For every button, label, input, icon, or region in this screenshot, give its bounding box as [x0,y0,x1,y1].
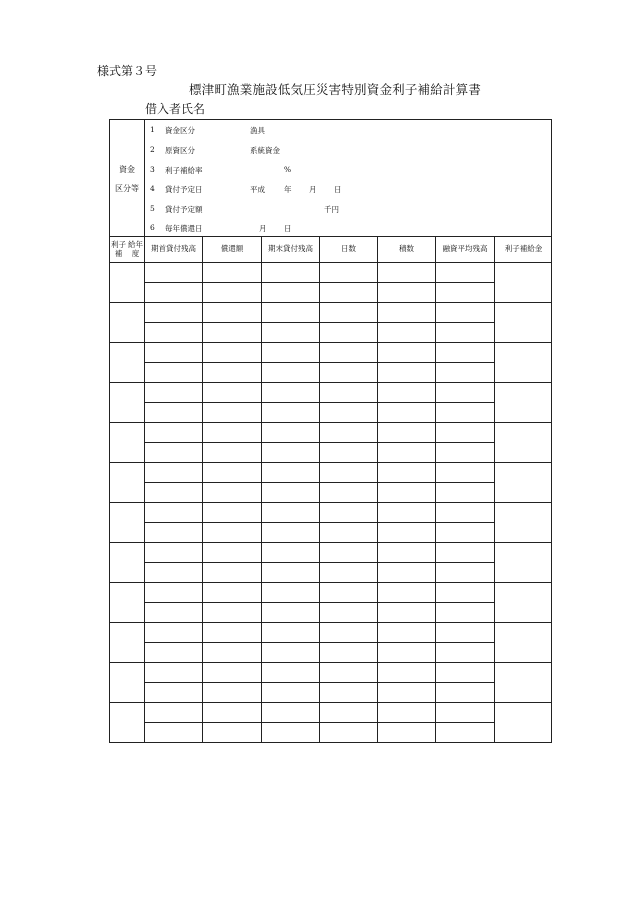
product-cell [378,343,436,363]
average-balance-cell [436,283,495,303]
year-cell [110,663,145,703]
fund-type-value: 漁具 [250,126,265,135]
average-balance-cell [436,483,495,503]
product-cell [378,383,436,403]
subsidy-cell [495,463,552,503]
repayment-cell [203,503,262,523]
year-cell [110,263,145,303]
average-balance-cell [436,463,495,483]
loan-date-month: 月 [309,185,317,194]
opening-balance-cell [145,663,203,683]
product-cell [378,583,436,603]
closing-balance-cell [262,263,320,283]
average-balance-cell [436,663,495,683]
days-cell [320,563,378,583]
closing-balance-cell [262,323,320,343]
average-balance-cell [436,603,495,623]
average-balance-cell [436,723,495,743]
opening-balance-cell [145,283,203,303]
year-cell [110,463,145,503]
document-title: 標津町漁業施設低気圧災害特別資金利子補給計算書 [188,82,482,97]
average-balance-cell [436,703,495,723]
product-cell [378,683,436,703]
calculation-form [109,119,552,743]
product-cell [378,523,436,543]
opening-balance-cell [145,363,203,383]
average-balance-cell [436,343,495,363]
column-header-days: 日数 [320,236,378,263]
repayment-cell [203,583,262,603]
average-balance-cell [436,543,495,563]
opening-balance-cell [145,643,203,663]
days-cell [320,623,378,643]
repayment-cell [203,683,262,703]
opening-balance-cell [145,403,203,423]
average-balance-cell [436,263,495,283]
closing-balance-cell [262,703,320,723]
repayment-cell [203,703,262,723]
opening-balance-cell [145,723,203,743]
year-cell [110,703,145,743]
year-cell [110,343,145,383]
repayment-cell [203,343,262,363]
product-cell [378,303,436,323]
year-cell [110,303,145,343]
product-cell [378,643,436,663]
column-header-year [110,236,145,263]
average-balance-cell [436,583,495,603]
opening-balance-cell [145,323,203,343]
product-cell [378,623,436,643]
product-cell [378,703,436,723]
subsidy-cell [495,703,552,743]
repayment-cell [203,383,262,403]
opening-balance-cell [145,483,203,503]
closing-balance-cell [262,723,320,743]
loan-date-year: 年 [284,185,292,194]
average-balance-cell [436,683,495,703]
subsidy-cell [495,663,552,703]
subsidy-cell [495,303,552,343]
repayment-cell [203,303,262,323]
closing-balance-cell [262,423,320,443]
loan-date-day: 日 [334,185,342,194]
days-cell [320,343,378,363]
column-header-closing-balance: 期末貸付残高 [262,236,320,263]
closing-balance-cell [262,683,320,703]
days-cell [320,263,378,283]
opening-balance-cell [145,523,203,543]
repayment-cell [203,363,262,383]
average-balance-cell [436,523,495,543]
days-cell [320,403,378,423]
form-number: 様式第３号 [97,64,158,78]
average-balance-cell [436,643,495,663]
year-cell [110,503,145,543]
product-cell [378,503,436,523]
subsidy-cell [495,583,552,623]
days-cell [320,383,378,403]
closing-balance-cell [262,643,320,663]
average-balance-cell [436,443,495,463]
repayment-cell [203,643,262,663]
repayment-month: 月 [259,224,267,233]
product-cell [378,543,436,563]
closing-balance-cell [262,303,320,323]
average-balance-cell [436,623,495,643]
subsidy-cell [495,623,552,663]
opening-balance-cell [145,703,203,723]
subsidy-rate-unit: % [284,165,292,174]
days-cell [320,363,378,383]
days-cell [320,463,378,483]
closing-balance-cell [262,523,320,543]
side-label-bottom: 区分等 [115,184,139,193]
days-cell [320,483,378,503]
subsidy-cell [495,503,552,543]
days-cell [320,663,378,683]
year-cell [110,543,145,583]
closing-balance-cell [262,443,320,463]
closing-balance-cell [262,403,320,423]
closing-balance-cell [262,543,320,563]
closing-balance-cell [262,603,320,623]
repayment-cell [203,723,262,743]
product-cell [378,663,436,683]
opening-balance-cell [145,583,203,603]
days-cell [320,703,378,723]
loan-date-era: 平成 [250,185,265,194]
product-cell [378,563,436,583]
opening-balance-cell [145,563,203,583]
opening-balance-cell [145,503,203,523]
average-balance-cell [436,323,495,343]
opening-balance-cell [145,343,203,363]
days-cell [320,303,378,323]
opening-balance-cell [145,603,203,623]
year-header-line2: 給年度 [128,239,143,258]
average-balance-cell [436,423,495,443]
repayment-cell [203,663,262,683]
opening-balance-cell [145,303,203,323]
opening-balance-cell [145,463,203,483]
opening-balance-cell [145,423,203,443]
product-cell [378,603,436,623]
product-cell [378,423,436,443]
repayment-cell [203,563,262,583]
average-balance-cell [436,363,495,383]
repayment-cell [203,483,262,503]
column-header-opening-balance: 期首貸付残高 [145,236,203,263]
days-cell [320,643,378,663]
closing-balance-cell [262,283,320,303]
product-cell [378,483,436,503]
days-cell [320,323,378,343]
closing-balance-cell [262,663,320,683]
repayment-cell [203,443,262,463]
days-cell [320,723,378,743]
repayment-cell [203,543,262,563]
product-cell [378,363,436,383]
days-cell [320,603,378,623]
days-cell [320,503,378,523]
closing-balance-cell [262,623,320,643]
fund-classification-label [110,120,145,236]
subsidy-cell [495,263,552,303]
opening-balance-cell [145,683,203,703]
year-cell [110,583,145,623]
days-cell [320,443,378,463]
subsidy-cell [495,543,552,583]
opening-balance-cell [145,383,203,403]
loan-amount-unit: 千円 [324,205,339,214]
repayment-cell [203,263,262,283]
repayment-cell [203,523,262,543]
side-label-top: 資金 [119,165,135,174]
year-header-line1: 利子補 [111,239,126,258]
repayment-cell [203,463,262,483]
product-cell [378,263,436,283]
product-cell [378,323,436,343]
days-cell [320,683,378,703]
average-balance-cell [436,563,495,583]
repayment-cell [203,283,262,303]
year-cell [110,623,145,663]
days-cell [320,283,378,303]
column-header-subsidy: 利子補給金 [495,236,552,263]
days-cell [320,543,378,563]
column-header-average-balance: 融資平均残高 [436,236,495,263]
closing-balance-cell [262,463,320,483]
closing-balance-cell [262,343,320,363]
opening-balance-cell [145,263,203,283]
days-cell [320,523,378,543]
borrower-name-label: 借入者氏名 [145,102,206,116]
repayment-cell [203,623,262,643]
product-cell [378,443,436,463]
repayment-cell [203,403,262,423]
subsidy-cell [495,423,552,463]
year-cell [110,423,145,463]
closing-balance-cell [262,363,320,383]
days-cell [320,423,378,443]
repayment-day: 日 [284,224,292,233]
source-type-value: 系統資金 [250,146,280,155]
repayment-cell [203,423,262,443]
product-cell [378,723,436,743]
column-header-product: 積数 [378,236,436,263]
closing-balance-cell [262,583,320,603]
opening-balance-cell [145,443,203,463]
average-balance-cell [436,303,495,323]
average-balance-cell [436,403,495,423]
repayment-cell [203,603,262,623]
subsidy-cell [495,343,552,383]
subsidy-cell [495,383,552,423]
closing-balance-cell [262,563,320,583]
opening-balance-cell [145,543,203,563]
year-cell [110,383,145,423]
repayment-cell [203,323,262,343]
product-cell [378,283,436,303]
opening-balance-cell [145,623,203,643]
closing-balance-cell [262,503,320,523]
closing-balance-cell [262,483,320,503]
product-cell [378,463,436,483]
average-balance-cell [436,383,495,403]
average-balance-cell [436,503,495,523]
days-cell [320,583,378,603]
closing-balance-cell [262,383,320,403]
column-header-repayment: 償還額 [203,236,262,263]
product-cell [378,403,436,423]
fund-classification-block: 資金 区分等 1 資金区分 漁具 2 原資区分 系統資金 3 利子補給率 % 4 貸付予定日 平成 年 月 日 5 貸付予定額 千円 6 毎年償還日 月 日 [110,120,551,237]
